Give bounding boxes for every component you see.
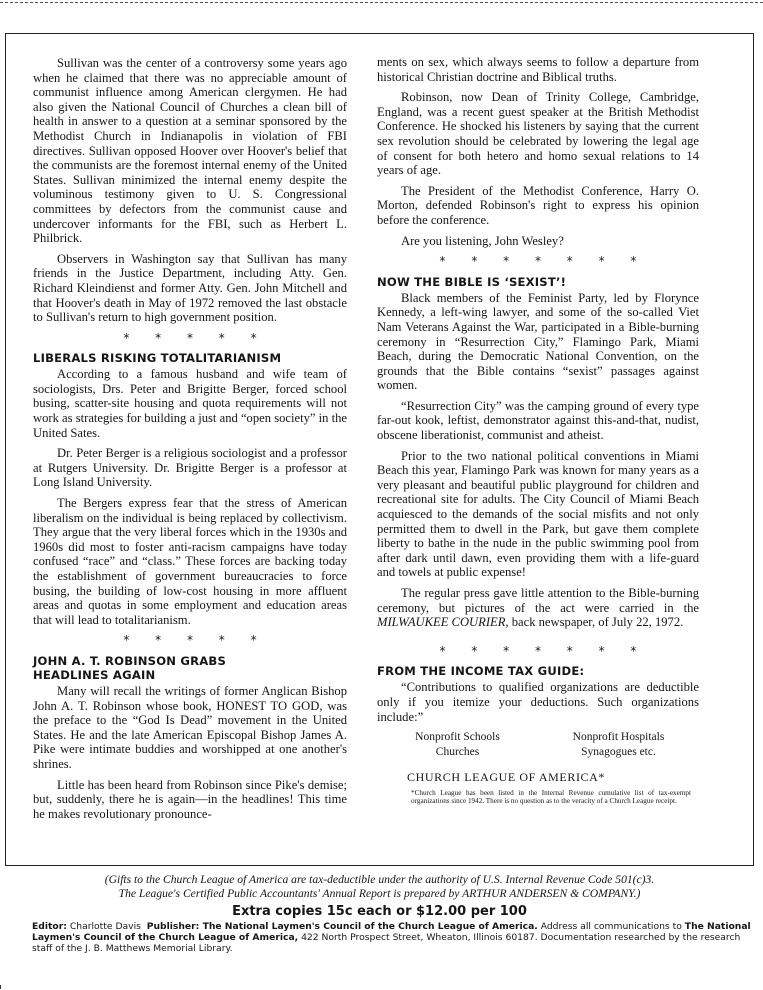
section-divider-stars: * * * * * [123,633,257,648]
paragraph-robinson-trinity: Robinson, now Dean of Trinity College, Cambridge, England, was a recent guest speaker at the British Methodist Conference. He shocked his listeners by saying that the current sex revolution should be celebrated by lowering the legal age of consent for both hetero and homo sexual relations to 14 years of age. [377,90,699,178]
tax-deductible-notice [5,873,754,901]
editor-name: Charlotte Davis [66,921,141,932]
paragraph-sex-pronouncements: ments on sex, which always seems to follow a departure from historical Christian doctrine and Biblical truths. [377,55,699,84]
section-divider-stars: * * * * * [123,330,257,345]
paragraph-flamingo-park: Prior to the two national political conventions in Miami Beach this year, Flamingo Park was known for many years as a very pleasant and beautiful public playground for children and recreational site for adults. The City Council of Miami Beach acquiesced to the demands of the social misfits and not only permitted them to dwell in the Park, but gave them complete liberty to bathe in the nude in the public swimming pool from after dark until dawn, even providing them with a life-guard and towels at public expense! [377,448,699,580]
paragraph-robinson-again: Little has been heard from Robinson since Pike's demise; but, suddenly, there he is again—in the headlines! This time he makes revolutionary pronounce- [33,777,347,821]
extra-copies-price: Extra copies 15c each or $12.00 per 100 [232,904,527,919]
paragraph-sullivan-controversy: Sullivan was the center of a controversy some years ago when he claimed that there was no appreciable amount of communist influence among American clergymen. He had also given the National Council of Churches a clean bill of health in answer to a question at a seminar sponsored by the Methodist Church in Indianapolis in violation of FBI directives. Sullivan opposed Hoover over Hoover's belief that the communists are the foremost internal enemy of the United States. Sullivan minimized the internal enemy despite the voluminous testimony given to U. S. Congressional committees by defectors from the communist cause and undercover informants for the FBI, such as Herbert L. Philbrick. [33,56,347,246]
paragraph-washington-observers: Observers in Washington say that Sullivan has many friends in the Justice Department, including Atty. Gen. Richard Kleindienst and former Atty. Gen. John Mitchell and that Hoover's death in May of 1972 removed the last obstacle to Sullivan's return to high government position. [33,251,347,325]
heading-liberals-totalitarianism: LIBERALS RISKING TOTALITARIANISM [33,351,282,366]
press-text-b: , back newspaper, of July 22, 1972. [505,615,684,630]
press-text-a: The regular press gave little attention to the Bible-burning ceremony, but pictures of the act were carried in the [377,586,699,615]
church-league-name: CHURCH LEAGUE OF AMERICA* [407,770,606,785]
organization-list [377,730,699,760]
paragraph-tax-contributions: “Contributions to qualified organizations are deductible only if you itemize your deductions. Such organizations include:” [377,680,699,724]
page-footer [5,873,754,954]
paragraph-bergers-fear: The Bergers express fear that the stress of American liberalism on the individual is being replaced by collectivism. They argue that the very liberal forces which in the 1930s and 1960s did most to foster anti-racism campaigns have today confused “race” and “class.” These forces are backing today the establishment of government bureaucracies to force busing, the building of low-cost housing in more affluent areas and quotas in some employment and education areas that will lead to totalitarianism. [33,496,347,627]
paragraph-john-wesley: Are you listening, John Wesley? [401,233,564,248]
paragraph-feminist-party: Black members of the Feminist Party, led by Florynce Kennedy, a left-wing lawyer, and some of the so-called Viet Nam Veterans Against the War, participated in a Bible-burning ceremony in “Resurrection City,” Flamingo Park, Miami Beach, during the Democratic National Convention, on the grounds that the Bible contains “sexist” passages against women. [377,290,699,393]
paragraph-peter-berger: Dr. Peter Berger is a religious sociologist and a professor at Rutgers University. Dr. Brigitte Berger is a professor at Long Island University. [33,446,347,490]
org-nonprofit-hospitals: Nonprofit Hospitals [572,731,665,744]
tax-notice-line1: (Gifts to the Church League of America are tax-deductible under the authority of U.S. Internal Revenue Code 501(c)3. [104,873,655,886]
scan-edge-mark [0,985,5,989]
tax-exempt-footnote: *Church League has been listed in the Internal Revenue cumulative list of tax-exempt organizations since 1942. There is no question as to the veracity of a Church League receipt. [411,788,691,805]
paragraph-honest-to-god: Many will recall the writings of former Anglican Bishop John A. T. Robinson whose book, HONEST TO GOD, was the preface to the “God Is Dead” movement in the United States. He and the late American Episcopal Bishop James A. Pike were intimate buddies and worshipped at one another's shrines. [33,683,347,771]
editor-label: Editor: [32,921,67,932]
org-nonprofit-schools: Nonprofit Schools [415,731,500,744]
heading-robinson-line1: JOHN A. T. ROBINSON GRABS [33,653,227,668]
heading-bible-sexist: NOW THE BIBLE IS ‘SEXIST’! [377,274,567,289]
address-org: The National Laymen's Council of the Church League of America, [32,921,751,943]
heading-robinson-headlines [33,654,347,682]
section-divider-stars: * * * * * * * [439,643,637,658]
paragraph-harry-morton: The President of the Methodist Conference, Harry O. Morton, defended Robinson's right to express his opinion before the conference. [377,183,699,227]
publisher-label: Publisher: [146,921,200,932]
section-divider-stars: * * * * * * * [439,254,637,269]
article-frame [5,33,754,866]
heading-robinson-line2: HEADLINES AGAIN [33,667,156,682]
paragraph-bergers-sociologists: According to a famous husband and wife team of sociologists, Drs. Peter and Brigitte Berger, forced school busing, scatter-site housing and quota requirements will not work as strategies for building a just and “open society” in the United Sates. [33,367,347,440]
paragraph-regular-press [377,586,699,630]
org-synagogues: Synagogues etc. [581,746,656,759]
paragraph-resurrection-city: “Resurrection City” was the camping ground of every type far-out kook, leftist, demonstrator against this-and-that, nudist, obscene liberationist, communist and atheist. [377,398,699,443]
publisher-name: The National Laymen's Council of the Church League of America. [199,921,538,932]
right-column [377,55,699,805]
editor-publisher-info [5,921,754,954]
left-column [33,56,347,827]
address-text-a: Address all communications to [537,921,685,932]
org-churches: Churches [435,746,480,759]
address-text-b: 422 North Prospect Street, Wheaton, Illinois 60187. Documentation researched by the research staff of the J. B. Matthews Memorial Library. [32,932,741,954]
tax-notice-line2: The League's Certified Public Accountants' Annual Report is prepared by ARTHUR ANDERSEN & COMPANY.) [118,887,641,900]
heading-income-tax-guide: FROM THE INCOME TAX GUIDE: [377,664,585,679]
newspaper-title: MILWAUKEE COURIER [377,615,506,630]
page-top-dashed-line [0,2,763,3]
